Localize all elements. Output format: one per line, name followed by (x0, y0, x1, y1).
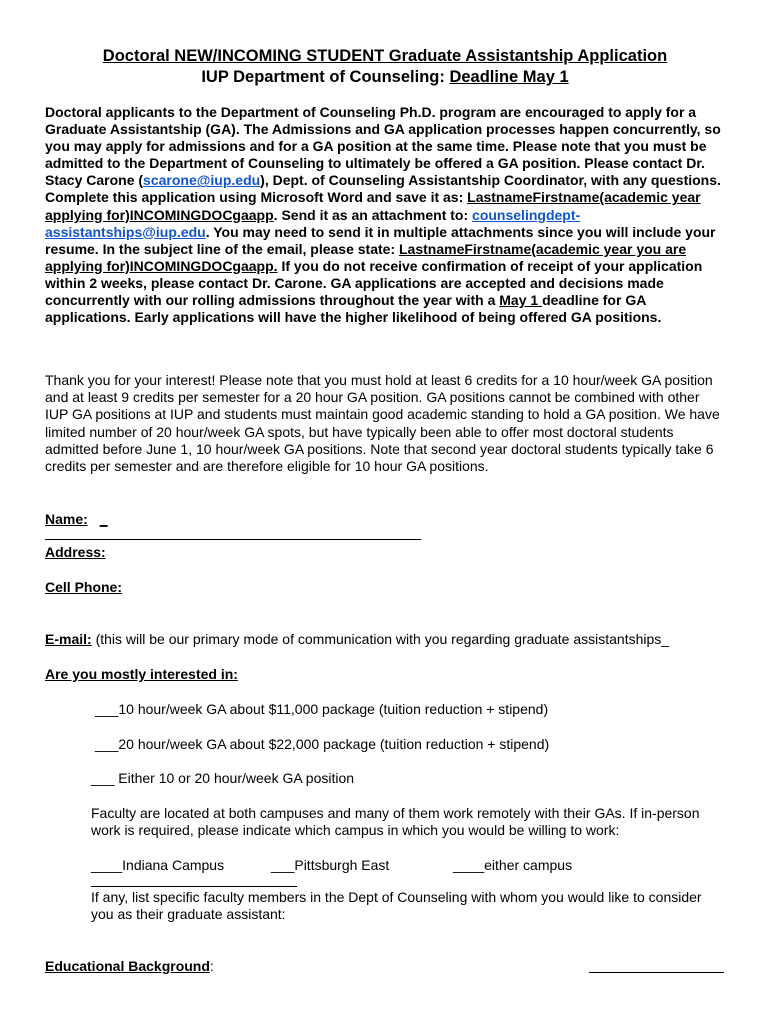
address-label: Address: (45, 544, 106, 560)
campus-either[interactable]: ____either campus (453, 857, 573, 873)
name-underline (45, 539, 421, 540)
email-field[interactable]: E-mail: (this will be our primary mode of communication with you regarding graduate assistantships_ (45, 631, 670, 647)
name-field[interactable]: Name: _ (45, 511, 108, 527)
intro-paragraph: Doctoral applicants to the Department of Counseling Ph.D. program are encouraged to apply for a Graduate Assistantship (GA). The Admissions and GA application processes happen concurrently, so you may apply for admissions and for a GA position at the same time. Please note that you must be admitted to the Department of Counseling to ultimately be offered a GA position. Please contact Dr. Stacy Carone (scarone@iup.edu), Dept. of Counseling Assistantship Coordinator, with any questions. Complete this application using Microsoft Word and save it as: LastnameFirstname(academic year applying for)INCOMINGDOCgaapp. Send it as an attachment to: counselingdept-assistantships@iup.edu. You may need to send it in multiple attachments since you will include your resume. In the subject line of the email, please state: LastnameFirstname(academic year you are applying for)INCOMINGDOCgaapp. If you do not receive confirmation of receipt of your application within 2 weeks, please contact Dr. Carone. GA applications are accepted and decisions made concurrently with our rolling admissions throughout the year with a May 1 deadline for GA applications. Early applications will have the higher likelihood of being offered GA positions. (45, 104, 721, 326)
interest-question: Are you mostly interested in: (45, 666, 238, 682)
address-field[interactable]: Address:_ (45, 544, 114, 560)
faculty-underline (91, 886, 297, 887)
name-label: Name: (45, 511, 88, 527)
faculty-note[interactable]: If any, list specific faculty members in the Dept of Counseling with whom you would like to consider you as their graduate assistant: (91, 889, 702, 923)
campus-note: Faculty are located at both campuses and many of them work remotely with their GAs. If in-person work is required, please indicate which campus in which you would be willing to work: (91, 805, 700, 839)
document-title: Doctoral NEW/INCOMING STUDENT Graduate Assistantship Application (102, 47, 668, 65)
educational-background-field[interactable]: Educational Background: (45, 958, 214, 974)
email-link-scarone[interactable]: scarone@iup.edu (143, 172, 261, 189)
campus-indiana[interactable]: ____Indiana Campus (91, 857, 225, 873)
option-10-hour[interactable]: ___10 hour/week GA about $11,000 package (tuition reduction + stipend) (95, 701, 549, 717)
subject-line-format: LastnameFirstname(academic year you are applying for)INCOMINGDOCgaapp. (45, 240, 687, 274)
eligibility-paragraph: Thank you for your interest! Please note that you must hold at least 6 credits for a 10 hour/week GA position and at least 9 credits per semester for a 20 hour GA position. GA positions cannot be combined with other IUP GA positions at IUP and students must maintain good academic standing to hold a GA position. We have limited number of 20 hour/week GA spots, but have typically been able to offer most doctoral students admitted before June 1, 10 hour/week GA positions. Note that second year doctoral students typically take 6 credits per semester and are therefore eligible for 10 hour GA positions. (45, 372, 720, 475)
option-20-hour[interactable]: ___20 hour/week GA about $22,000 package (tuition reduction + stipend) (95, 736, 550, 752)
cell-phone-label: Cell Phone: (45, 579, 123, 595)
filename-format: LastnameFirstname(academic year applying for)INCOMINGDOCgaapp (45, 189, 701, 223)
deadline-text: Deadline May 1 (449, 68, 569, 86)
option-either[interactable]: ___ Either 10 or 20 hour/week GA position (91, 770, 355, 786)
educational-background-underline (589, 972, 724, 973)
email-link-assistantships[interactable]: counselingdept-assistantships@iup.edu (45, 206, 581, 240)
cell-phone-field[interactable] (45, 579, 122, 595)
may-deadline: May 1 (499, 292, 543, 309)
educational-background-label: Educational Background (45, 958, 210, 974)
email-label: E-mail: (45, 631, 92, 647)
document-subtitle: IUP Department of Counseling: Deadline May 1 (201, 68, 569, 86)
campus-pittsburgh[interactable]: ___Pittsburgh East (271, 857, 390, 873)
